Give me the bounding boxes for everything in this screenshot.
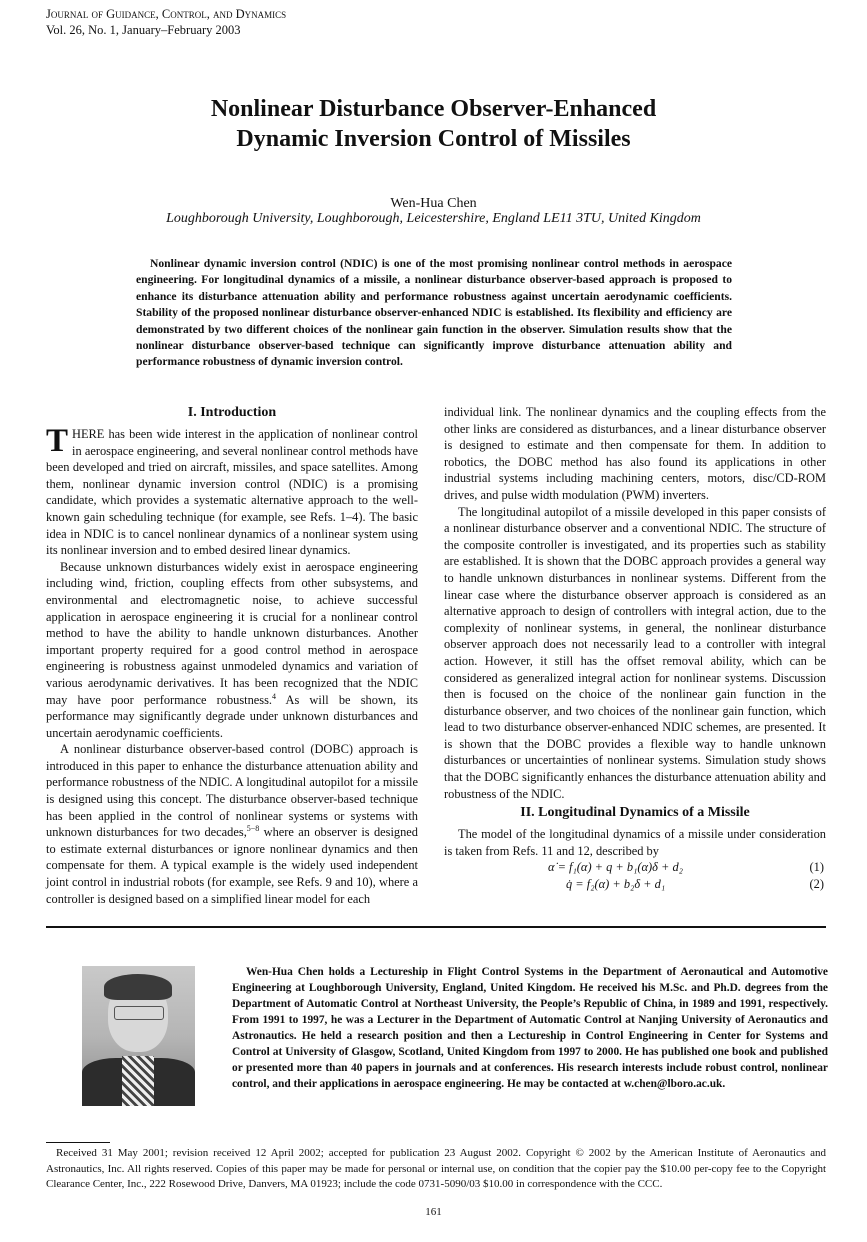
- dynamics-paragraph-1: The model of the longitudinal dynamics of a missile under consideration is taken from Refs. 11 and 12, described by: [444, 827, 826, 858]
- title-line-1: Nonlinear Disturbance Observer-Enhanced: [210, 96, 657, 122]
- equation-1: [444, 859, 826, 876]
- equation-number: (1): [809, 860, 824, 875]
- author-affiliation: Loughborough University, Loughborough, Leicestershire, England LE11 3TU, United Kingdom: [166, 211, 701, 226]
- equation-expression: α̇ = f₁(α) + q + b₁(α)δ + d₂: [548, 860, 683, 875]
- section-heading-dynamics: II. Longitudinal Dynamics of a Missile: [520, 805, 750, 821]
- author-biography: Wen-Hua Chen holds a Lectureship in Flight Control Systems in the Department of Aeronautical and Automotive Engineering at Loughborough University, England, United Kingdom. He received his M.Sc. and Ph.D. degrees from the Department of Automatic Control at Northeast University, the People’s Republic of China, in 1989 and 1991, respectively. From 1991 to 1997, he was a Lecturer in the Department of Automatic Control at Nanjing University of Aeronautics and Astronautics. He held a research position and then a Lectureship in Control Engineering in Center for Systems and Control at University of Glasgow, Scotland, United Kingdom from 1997 to 2000. He has published one book and published or presented more than 40 papers in journals and at conferences. His research interests include robust control, nonlinear control, and their applications in aerospace engineering. He may be contacted at w.chen@lboro.ac.uk.: [232, 966, 828, 1090]
- intro-paragraph-3-continued: individual link. The nonlinear dynamics and the coupling effects from the other links are considered as disturbances, and a linear disturbance observer is designed to estimate and then compensate for them. In addition to robotics, the DOBC method has also found its applications in other industrial systems including machining centers, motors, disc/CD-ROM drives, and pulse width modulation (PWM) inverters.: [444, 405, 826, 502]
- intro-paragraph-1: THERE has been wide interest in the application of nonlinear control in aerospace engineering, and several nonlinear control methods have been developed and tried on aircraft, missiles, and space satellites. Among them, nonlinear dynamic inversion control (NDIC) is a promising candidate, which provides a systematic alternative approach to the well-known gain scheduling technique (for example, see Refs. 1–4). The basic idea in NDIC is to cancel nonlinear dynamics of a nonlinear system using its nonlinear inversion and to embed desired linear dynamics.: [46, 423, 418, 558]
- citation-ref: 5−8: [246, 824, 260, 834]
- right-column-content: [444, 404, 826, 893]
- equation-number: (2): [809, 877, 824, 892]
- author-photo: [82, 966, 195, 1106]
- drop-cap: T: [46, 423, 69, 459]
- equation-expression: q̇ = f₂(α) + b₂δ + d₁: [566, 877, 666, 892]
- page-number: 161: [425, 1206, 442, 1218]
- intro-paragraph-3: A nonlinear disturbance observer-based control (DOBC) approach is introduced in this paper to enhance the disturbance attenuation ability and performance robustness of the NDIC. A longitudinal autopilot for a missile is designed using this concept. The disturbance observer-based technique has been applied in the control of nonlinear systems or systems with unknown disturbances for two decades,$^{5-8}$ where an observer is designed to estimate external disturbances or ignore nonlinear dynamics and then compensate for them. A typical example is the widely used independent joint control in industrial robots (for example, see Refs. 9 and 10), where a controller is designed based on a simplified linear model for each: [46, 742, 418, 906]
- journal-header: [46, 6, 286, 38]
- author-name: Wen-Hua Chen: [390, 196, 477, 211]
- glasses: [114, 1006, 164, 1020]
- paper-title: [0, 94, 867, 154]
- citation-ref: 4: [272, 691, 277, 701]
- footnote: Received 31 May 2001; revision received 12 April 2002; accepted for publication 23 August 2002. Copyright © 2002 by the American Institute of Aeronautics and Astronautics, Inc. All rights reserved. Copies of this paper may be made for personal or internal use, on condition that the copier pay the $10.00 per-copy fee to the Copyright Clearance Center, Inc., 222 Rosewood Drive, Danvers, MA 01923; include the code 0731-5090/03 $10.00 in correspondence with the CCC.: [46, 1147, 826, 1190]
- footnote-divider: [46, 1142, 110, 1143]
- journal-volume: Vol. 26, No. 1, January–February 2003: [46, 23, 241, 37]
- intro-paragraph-2: Because unknown disturbances widely exist in aerospace engineering including wind, friction, coupling effects from other subsystems, and environmental and electromagnetic noise, to achieve successful application in aerospace engineering it is crucial for a nonlinear control method to have the ability to handle unknown disturbances. Another important property required for a good control method in aerospace engineering is robustness against unmodeled dynamics and variation of various aerodynamic derivatives. It has been recognized that the NDIC may have poor performance robustness.$^4$ As will be shown, its performance may significantly degrade under unknown disturbances and uncertain aerodynamic coefficients.: [46, 559, 418, 740]
- title-line-2: Dynamic Inversion Control of Missiles: [236, 126, 631, 152]
- journal-name: Journal of Guidance, Control, and Dynamics: [46, 7, 287, 21]
- equation-2: [444, 876, 826, 893]
- section-heading-introduction: I. Introduction: [187, 405, 277, 420]
- abstract: Nonlinear dynamic inversion control (NDIC) is one of the most promising nonlinear control methods in aerospace engineering. For longitudinal dynamics of a missile, a nonlinear disturbance observer-based approach is proposed to enhance its disturbance attenuation ability and performance robustness against uncertain aerodynamic coefficients. Stability of the proposed nonlinear disturbance observer-enhanced NDIC is established. Its flexibility and efficiency are demonstrated by two different choices of the nonlinear gain function in the observer. Simulation results show that the nonlinear disturbance observer-based technique can significantly improve disturbance attenuation ability and performance robustness of dynamic inversion control.: [136, 257, 732, 369]
- biography-divider: [46, 926, 826, 928]
- left-column: [46, 404, 418, 907]
- intro-paragraph-4: The longitudinal autopilot of a missile developed in this paper consists of a nonlinear disturbance observer and a conventional NDIC. The structure of the composite controller is investigated, and its properties such as stability are established. It is shown that the DOBC approach provides a general way to handle unknown disturbances in nonlinear systems. Different from the linear case where the disturbance observer approach is considered as an alternative approach to design of controllers with integral action, due to the complexity of nonlinear systems, in general, the nonlinear disturbance observer approach does not necessarily lead to a controller with integral action. However, it still has the offset removal ability, which can be considered as generalized integral action for nonlinear systems. Discussion then is focused on the choice of the nonlinear gain function in the disturbance observer, and two choices of the nonlinear gain function, which lead to two disturbance observer-enhanced NDIC schemes, are presented. It is shown that the DOBC provides a flexible way to handle unknown disturbances or uncertainties of nonlinear systems. Simulation study shows that the DOBC significantly enhances the disturbance attenuation ability and robustness of the NDIC.: [444, 504, 826, 801]
